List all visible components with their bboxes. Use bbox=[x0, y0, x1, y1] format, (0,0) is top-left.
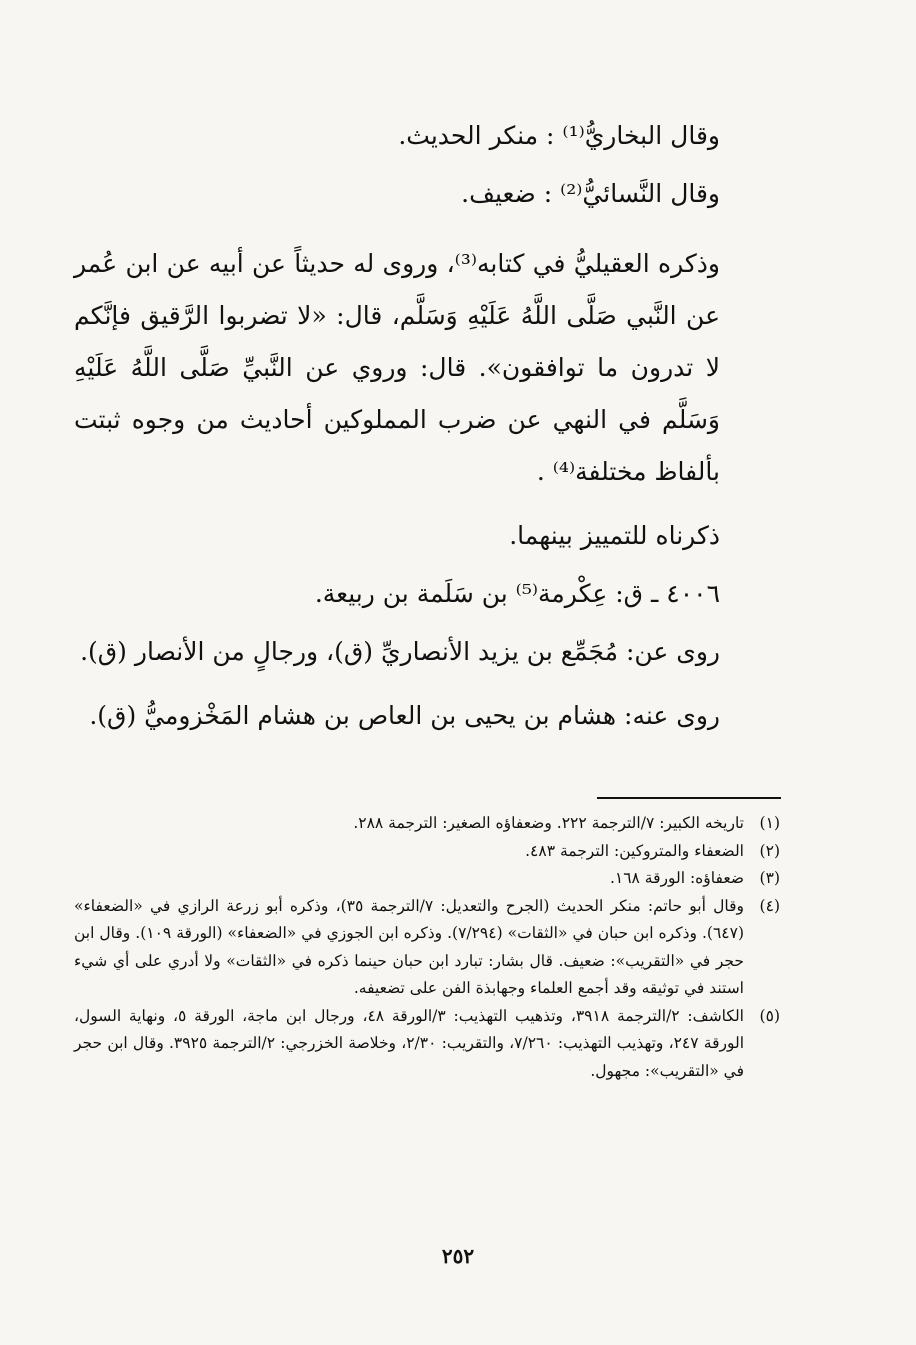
footnote-text: الضعفاء والمتروكين: الترجمة ٤٨٣. bbox=[525, 841, 744, 860]
page-number: ٢٥٢ bbox=[441, 1244, 475, 1268]
footnote-text: وقال أبو حاتم: منكر الحديث (الجرح والتعديل: ٧/الترجمة ٣٥)، وذكره أبو زرعة الرازي في «الضعفاء» (٦٤٧). وذكره ابن حبان في «الثقات» (٧/٢٩٤). وذكره ابن الجوزي في «الضعفاء» (الورقة ١٠٩). وقال ابن حجر في «التقريب»: ضعيف. قال بشار: تبارد ابن حبان حينما ذكره في «الثقات» ولا أدري على أي شيء استند في توثيقه وقد أجمع العلماء وجهابذة الفن على تضعيفه. bbox=[74, 896, 745, 997]
footnote bbox=[74, 865, 780, 893]
footnote-text: ضعفاؤه: الورقة ١٦٨. bbox=[609, 869, 744, 887]
footnote bbox=[74, 893, 780, 1003]
paragraph-uqayli: وذكره العقيليُّ في كتابه⁽³⁾، وروى له حديثاً عن أبيه عن ابن عُمر عن النَّبي صَلَّى اللَّهُ عَلَيْهِ وَسَلَّم، قال: «لا تضربوا الرَّقيق فإنَّكم لا تدرون ما توافقون». قال: وروي عن النَّبيِّ صَلَّى اللَّهُ عَلَيْهِ وَسَلَّم في النهي عن ضرب المملوكين أحاديث من وجوه ثبتت بألفاظ مختلفة⁽⁴⁾ . bbox=[74, 249, 720, 486]
footnote-number: (١) bbox=[759, 814, 780, 832]
footnote bbox=[74, 838, 780, 866]
footnote bbox=[74, 810, 780, 838]
main-text bbox=[74, 110, 780, 742]
paragraph-narrated-by: روى عنه: هشام بن يحيى بن العاص بن هشام المَخْزوميُّ (ق). bbox=[89, 701, 720, 730]
footnote-number: (٤) bbox=[759, 896, 780, 915]
footnote-text: الكاشف: ٢/الترجمة ٣٩١٨، وتذهيب التهذيب: ٣/الورقة ٤٨، ورجال ابن ماجة، الورقة ٥، ونهاية السول، الورقة ٢٤٧، وتهذيب التهذيب: ٧/٢٦٠، والتقريب: ٢/٣٠، وخلاصة الخزرجي: ٢/الترجمة ٣٩٢٥. وقال ابن حجر في «التقريب»: مجهول. bbox=[74, 1006, 745, 1080]
footnotes bbox=[74, 810, 780, 1085]
paragraph-nasai: وقال النَّسائيُّ⁽²⁾ : ضعيف. bbox=[461, 179, 720, 208]
entry-heading: ٤٠٠٦ ـ ق: عِكْرمة⁽⁵⁾ بن سَلَمة بن ربيعة. bbox=[314, 579, 720, 608]
paragraph-distinction: ذكرناه للتمييز بينهما. bbox=[509, 521, 720, 550]
footnote-number: (٢) bbox=[759, 841, 780, 860]
footnote bbox=[74, 1003, 780, 1086]
paragraph-bukhari: وقال البخاريُّ⁽¹⁾ : منكر الحديث. bbox=[398, 121, 720, 150]
footnote-separator bbox=[597, 797, 781, 799]
footnote-text: تاريخه الكبير: ٧/الترجمة ٢٢٢. وضعفاؤه الصغير: الترجمة ٢٨٨. bbox=[353, 814, 744, 832]
paragraph-narrated-from: روى عن: مُجَمِّع بن يزيد الأنصاريِّ (ق)، ورجالٍ من الأنصار (ق). bbox=[80, 637, 720, 666]
footnote-number: (٣) bbox=[759, 869, 780, 887]
footnote-number: (٥) bbox=[759, 1006, 780, 1025]
